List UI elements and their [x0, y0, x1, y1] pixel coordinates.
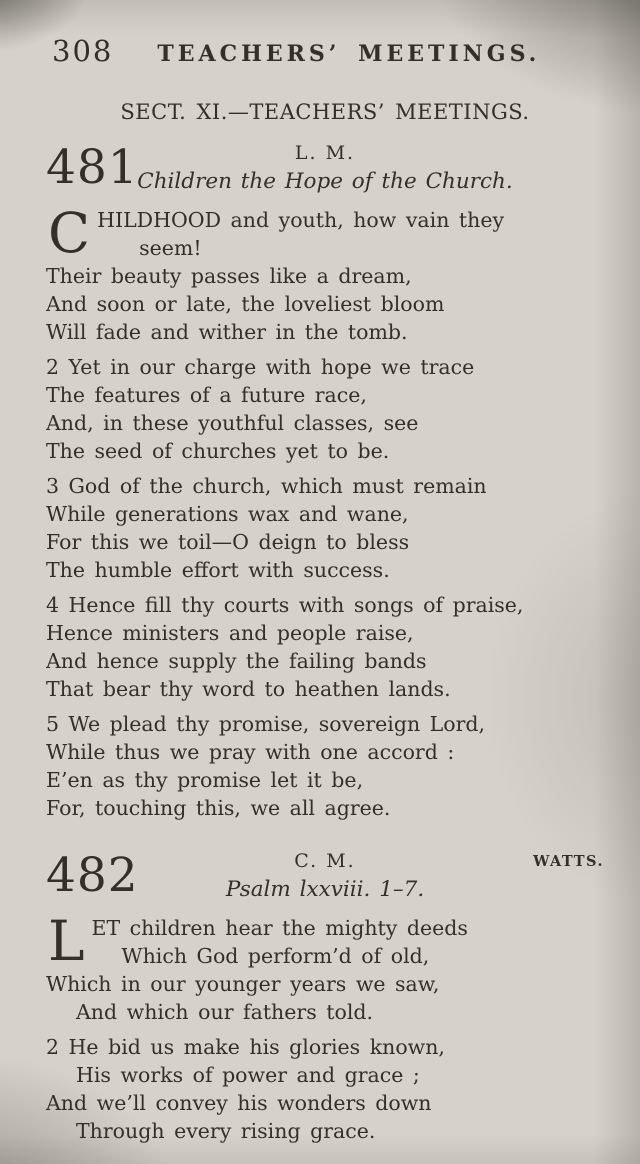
verse [46, 206, 604, 346]
hymn-list [46, 140, 604, 1145]
verse-line: Their beauty passes like a dream, [46, 264, 412, 288]
verse-line: The features of a future race, [46, 383, 367, 407]
hymn-meter: L. M. [294, 142, 356, 164]
verse-line: While generations wax and wane, [46, 502, 409, 526]
verse [46, 591, 604, 703]
verse-line: And which our fathers told. [76, 1000, 374, 1024]
hymn-title: Psalm lxxviii. 1–7. [225, 877, 425, 902]
verse-line: And we’ll convey his wonders down [46, 1091, 432, 1115]
hymn-title: Children the Hope of the Church. [137, 169, 513, 194]
verse-line: 2 He bid us make his glories known, [46, 1035, 445, 1059]
verse [46, 353, 604, 465]
verse [46, 710, 604, 822]
verse-line: 5 We plead thy promise, sovereign Lord, [46, 712, 486, 736]
hymn-header [46, 140, 604, 198]
section-heading: SECT. XI.—TEACHERS’ MEETINGS. [120, 100, 530, 124]
verse-list [46, 206, 604, 822]
verse-line: Will fade and wither in the tomb. [46, 320, 408, 344]
verse-line: seem! [139, 236, 202, 260]
verse-line: For, touching this, we all agree. [46, 796, 391, 820]
running-title: TEACHERS’ MEETINGS. [157, 41, 541, 67]
hymn-author: WATTS. [533, 853, 604, 870]
hymn-number: 482 [46, 848, 139, 903]
verse-line: 3 God of the church, which must remain [46, 474, 487, 498]
hymn [46, 140, 604, 822]
verse-line: Through every rising grace. [76, 1119, 376, 1143]
verse-line: Hence ministers and people raise, [46, 621, 414, 645]
verse-line: 4 Hence fill thy courts with songs of praise, [46, 593, 524, 617]
verse [46, 1033, 604, 1145]
verse-line: For this we toil—O deign to bless [46, 530, 410, 554]
verse-line: And, in these youthful classes, see [46, 411, 419, 435]
hymn-number: 481 [46, 140, 139, 195]
verse-line: Which in our younger years we saw, [46, 972, 440, 996]
verse-line: HILDHOOD and youth, how vain they [97, 208, 505, 232]
verse-list [46, 914, 604, 1145]
verse-line: Which God perform’d of old, [121, 944, 430, 968]
verse-line: E’en as thy promise let it be, [46, 768, 364, 792]
verse-line: And soon or late, the loveliest bloom [46, 292, 445, 316]
page-number: 308 [52, 34, 114, 68]
running-head [46, 34, 604, 68]
hymn-meter: C. M. [294, 850, 356, 872]
verse-line: His works of power and grace ; [76, 1063, 420, 1087]
verse-line: While thus we pray with one accord : [46, 740, 455, 764]
verse-line: The humble effort with success. [46, 558, 390, 582]
verse-line: 2 Yet in our charge with hope we trace [46, 355, 475, 379]
verse-line: The seed of churches yet to be. [46, 439, 390, 463]
hymn-header [46, 848, 604, 906]
verse-line: ET children hear the mighty deeds [91, 916, 468, 940]
verse [46, 914, 604, 1026]
dropcap-letter: C [48, 206, 91, 265]
dropcap-letter: L [48, 914, 85, 973]
verse-line: And hence supply the failing bands [46, 649, 427, 673]
hymn [46, 848, 604, 1145]
verse-line: That bear thy word to heathen lands. [46, 677, 451, 701]
verse [46, 472, 604, 584]
